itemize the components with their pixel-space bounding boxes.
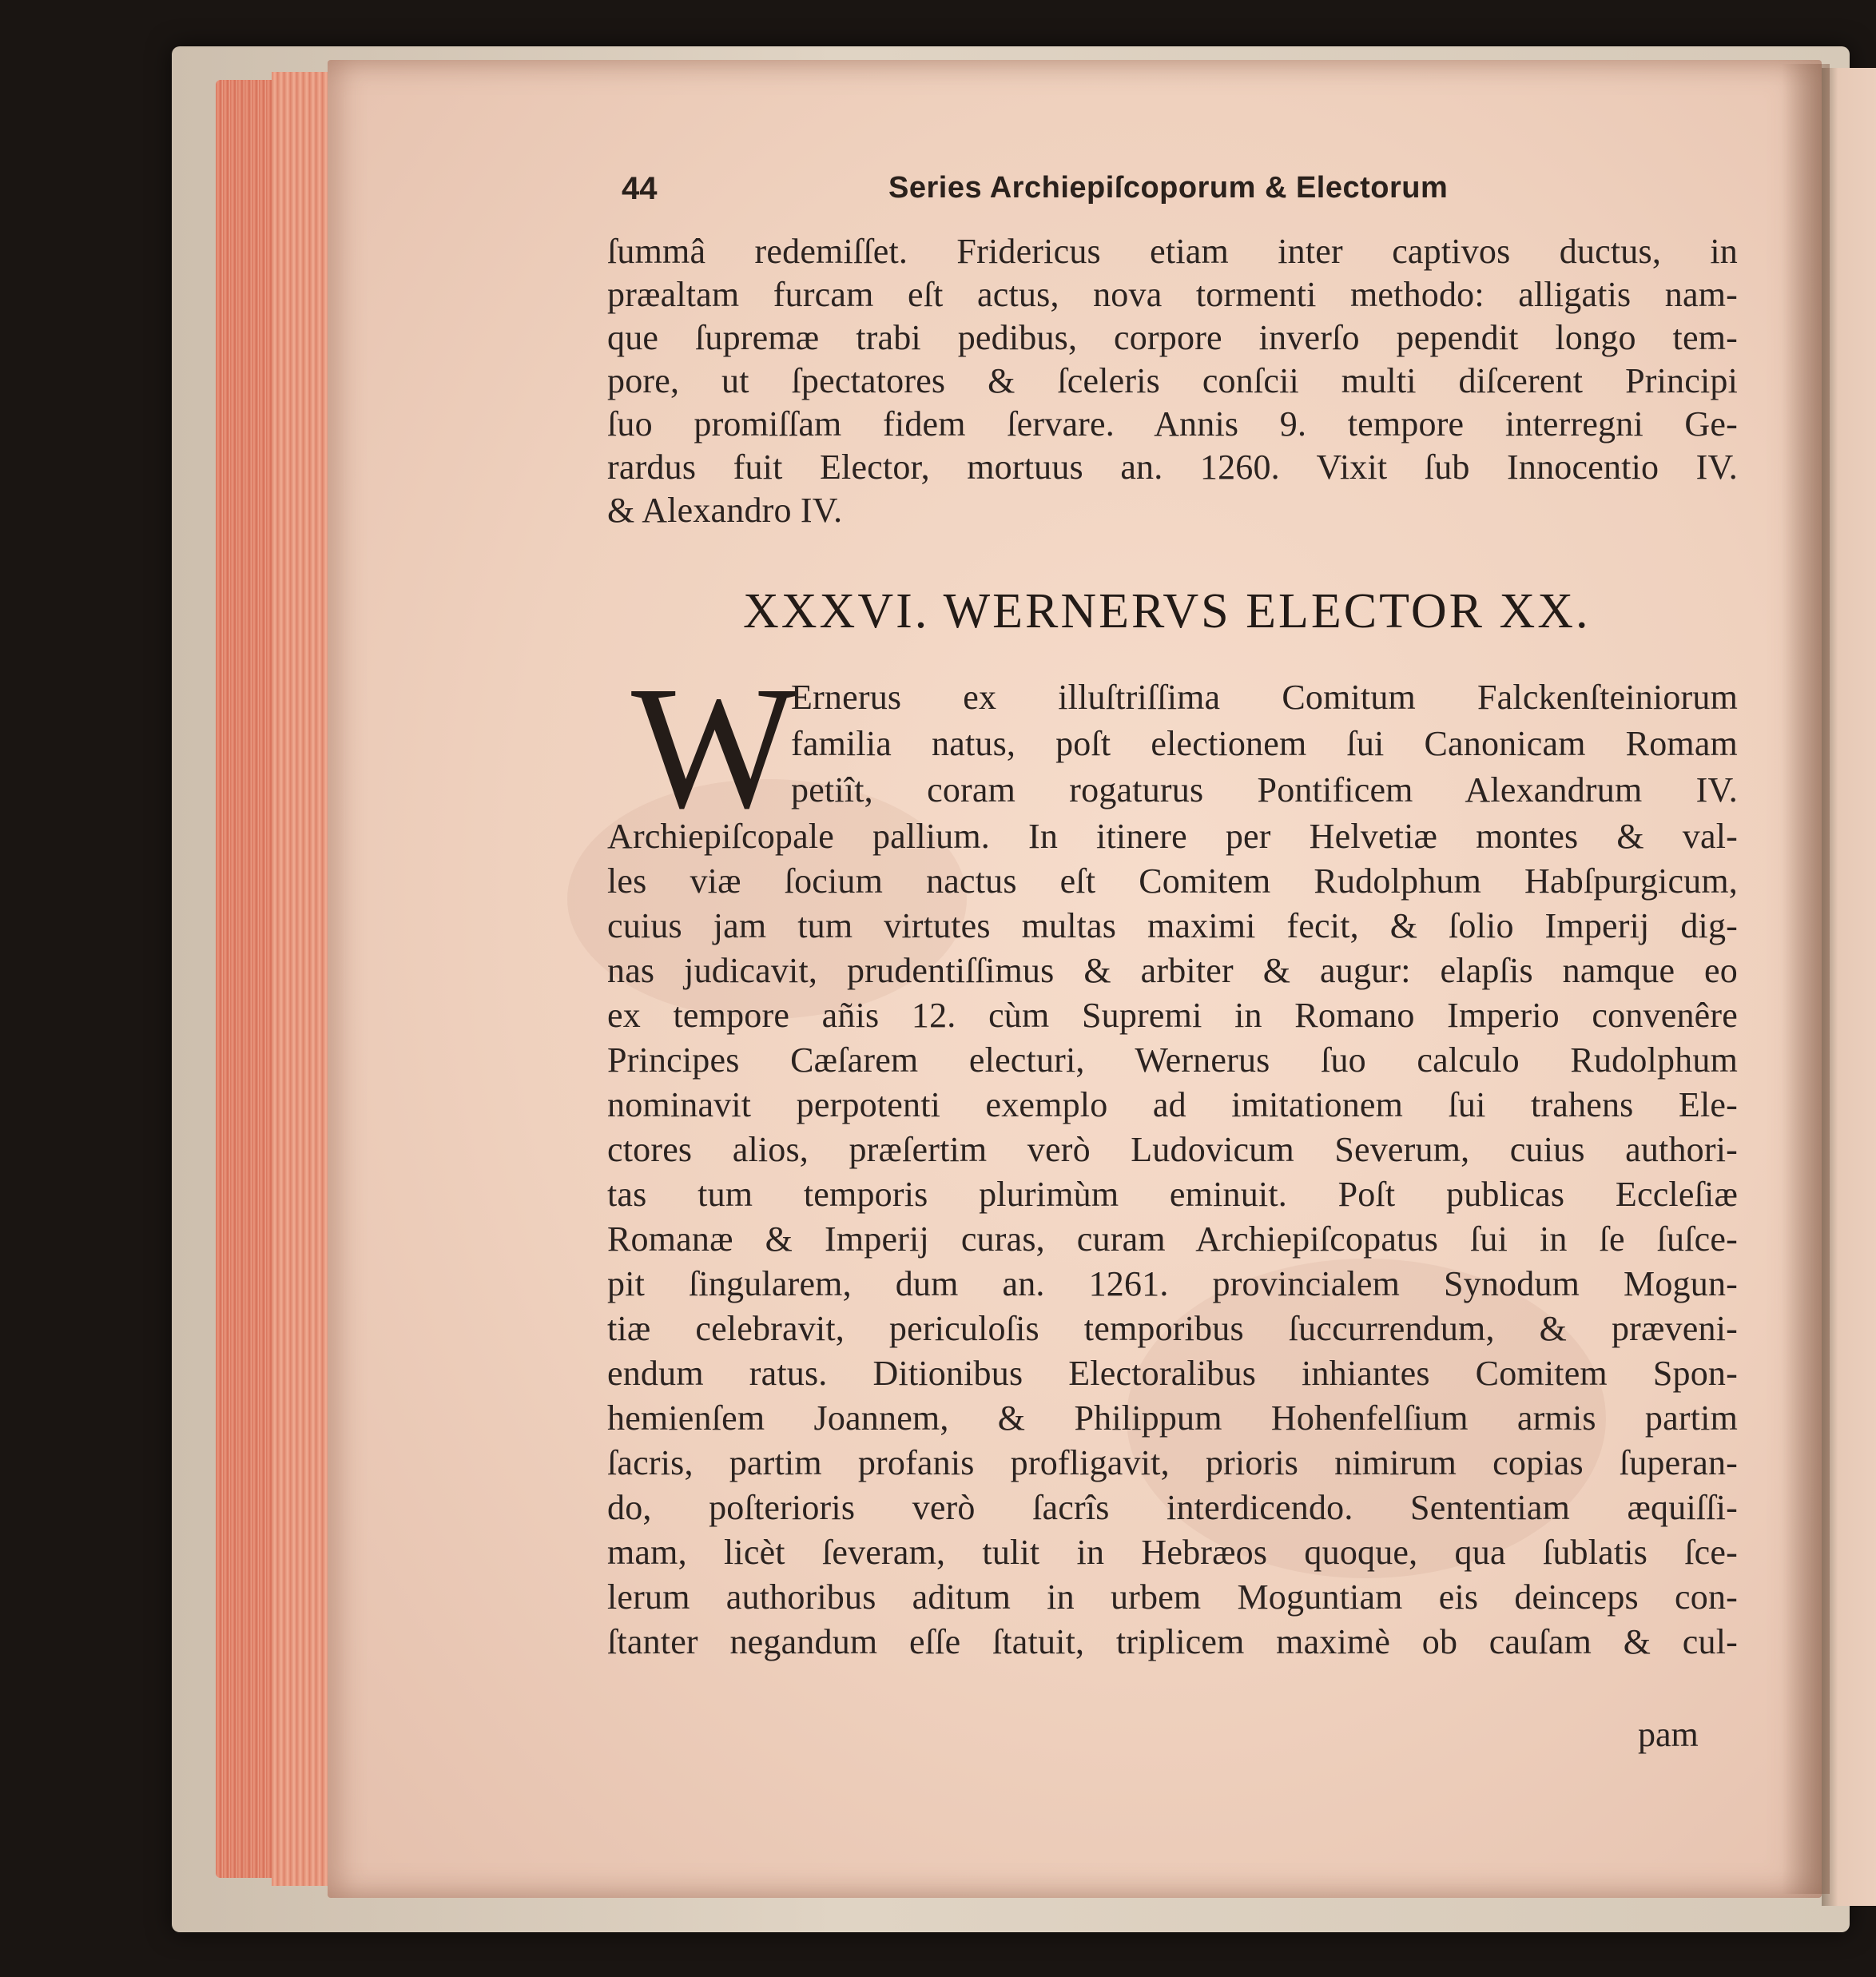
running-title: Series Archiepiſcoporum & Electorum [888, 171, 1449, 205]
text-line: que ſupremæ trabi pedibus, corpore inverſo pependit longo tem- [607, 318, 1738, 357]
text-line: nas judicavit, prudentiſſimus & arbiter & augur: elapſis namque eo [607, 951, 1738, 990]
catchword: pam [1638, 1715, 1699, 1754]
text-line: ctores alios, præſertim verò Ludovicum Severum, cuius authori- [607, 1130, 1738, 1169]
text-line: rardus fuit Elector, mortuus an. 1260. Vixit ſub Innocentio IV. [607, 448, 1738, 487]
text-line: nominavit perpotenti exemplo ad imitationem ſui trahens Ele- [607, 1085, 1738, 1124]
text-line: endum ratus. Ditionibus Electoralibus inhiantes Comitem Spon- [607, 1354, 1738, 1393]
text-line: Archiepiſcopale pallium. In itinere per Helvetiæ montes & val- [607, 817, 1738, 856]
text-line: & Alexandro IV. [607, 491, 843, 530]
text-line: mam, licèt ſeveram, tulit in Hebræos quoque, qua ſublatis ſce- [607, 1533, 1738, 1572]
text-line: cuius jam tum virtutes multas maximi fecit, & ſolio Imperij dig- [607, 906, 1738, 945]
page-edges-inner [272, 72, 328, 1886]
text-line: ſtanter negandum eſſe ſtatuit, triplicem maximè ob cauſam & cul- [607, 1622, 1738, 1661]
page-number: 44 [622, 171, 658, 206]
drop-cap: W [631, 650, 797, 845]
text-line: hemienſem Joannem, & Philippum Hohenfelſium armis partim [607, 1398, 1738, 1438]
text-line: les viæ ſocium nactus eſt Comitem Rudolphum Habſpurgicum, [607, 861, 1738, 901]
text-line: petiît, coram rogaturus Pontificem Alexandrum IV. [791, 770, 1738, 809]
text-line: familia natus, poſt electionem ſui Canonicam Romam [791, 724, 1738, 763]
text-line: ſacris, partim profanis profligavit, prioris nimirum copias ſuperan- [607, 1443, 1738, 1482]
text-line: præaltam furcam eſt actus, nova tormenti methodo: alligatis nam- [607, 275, 1738, 314]
text-line: ſummâ redemiſſet. Fridericus etiam inter captivos ductus, in [607, 232, 1738, 271]
text-line: do, poſterioris verò ſacrîs interdicendo. Sententiam æquiſſi- [607, 1488, 1738, 1527]
facing-page-edge [1822, 68, 1876, 1906]
text-line: Ernerus ex illuſtriſſima Comitum Falckenſteiniorum [791, 678, 1738, 717]
text-line: tas tum temporis plurimùm eminuit. Poſt publicas Eccleſiæ [607, 1175, 1738, 1214]
text-line: ex tempore añis 12. cùm Supremi in Romano Imperio convenêre [607, 996, 1738, 1035]
chapter-heading: XXXVI. WERNERVS ELECTOR XX. [743, 584, 1591, 638]
text-line: pore, ut ſpectatores & ſceleris conſcii multi diſcerent Principi [607, 361, 1738, 400]
text-line: lerum authoribus aditum in urbem Moguntiam eis deinceps con- [607, 1577, 1738, 1617]
text-line: ſuo promiſſam fidem ſervare. Annis 9. tempore interregni Ge- [607, 404, 1738, 444]
text-line: Romanæ & Imperij curas, curam Archiepiſcopatus ſui in ſe ſuſce- [607, 1219, 1738, 1259]
text-line: pit ſingularem, dum an. 1261. provincialem Synodum Mogun- [607, 1264, 1738, 1303]
text-line: tiæ celebravit, periculoſis temporibus ſuccurrendum, & præveni- [607, 1309, 1738, 1348]
gutter-shadow [1782, 64, 1830, 1894]
text-line: Principes Cæſarem electuri, Wernerus ſuo calculo Rudolphum [607, 1040, 1738, 1080]
